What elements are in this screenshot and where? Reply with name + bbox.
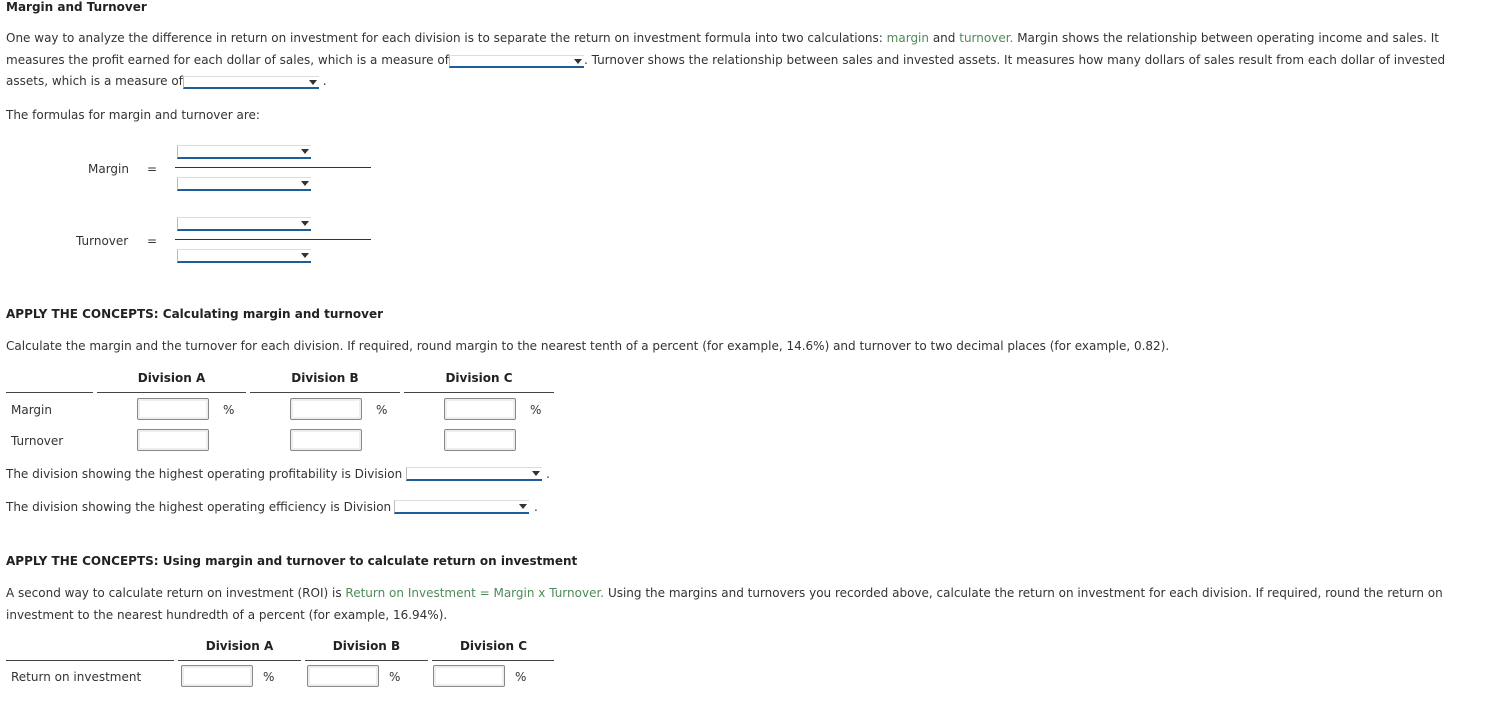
col-division-b: Division B [291,371,359,385]
turnover-input-a[interactable] [137,429,209,451]
roi-col-division-b: Division B [332,639,401,653]
section2-instr-1: A second way to calculate return on investment (ROI) is [6,586,342,600]
percent-sign: % [376,403,388,417]
chevron-down-icon [309,80,317,85]
profitability-question: The division showing the highest operating profitability is Division [6,467,403,481]
col-division-c: Division C [445,371,513,385]
turnover-input-b[interactable] [290,429,362,451]
efficiency-division-dropdown[interactable] [394,500,529,514]
intro-text-1: One way to analyze the difference in return on investment for each division is to separate the return on investment formula into two calculations: [6,31,883,45]
table-rule [6,660,174,661]
turnover-equals: = [147,234,158,248]
chevron-down-icon [301,181,309,186]
margin-denominator-dropdown[interactable] [177,177,311,191]
margin-input-c[interactable] [444,398,516,420]
table-rule [97,392,246,393]
table-rule [6,392,93,393]
period: . [546,467,550,481]
roi-input-c[interactable] [433,665,505,687]
chevron-down-icon [574,59,582,64]
turnover-measure-dropdown[interactable] [183,76,319,89]
margin-formula-label: Margin [88,162,129,176]
table-rule [178,660,301,661]
intro-period: . [322,74,327,88]
table-rule [250,392,400,393]
efficiency-question: The division showing the highest operating efficiency is Division [6,500,392,514]
period: . [534,500,538,514]
percent-sign: % [530,403,542,417]
intro-text-3: . Turnover shows the relationship between sales and invested assets. It measures how many dollars of sales result from each dollar of invested assets, which is a measure of [6,52,1446,88]
table-rule [305,660,428,661]
margin-input-a[interactable] [137,398,209,420]
col-division-a: Division A [137,371,206,385]
roi-input-a[interactable] [181,665,253,687]
turnover-numerator-dropdown[interactable] [177,217,311,231]
chevron-down-icon [532,471,540,476]
turnover-fraction-bar [175,239,371,240]
percent-sign: % [515,670,527,684]
intro-paragraph [6,28,1476,93]
margin-input-b[interactable] [290,398,362,420]
roi-col-division-a: Division A [205,639,274,653]
turnover-term: turnover. [959,31,1014,45]
roi-input-b[interactable] [307,665,379,687]
formulas-intro: The formulas for margin and turnover are: [6,108,260,122]
percent-sign: % [263,670,275,684]
row-label-turnover: Turnover [11,434,64,448]
row-label-roi: Return on investment [11,670,142,684]
chevron-down-icon [301,253,309,258]
margin-fraction-bar [175,167,371,168]
section2-instr-2: Using the margins and turnovers you recorded above, calculate the return on investment for each division. If required, round the return on investment to the nearest hundredth of a percent (for example, 16.94%). [6,586,1443,622]
table-rule [432,660,554,661]
margin-term: margin [886,31,929,45]
intro-and: and [932,31,956,45]
roi-col-division-c: Division C [459,639,528,653]
percent-sign: % [223,403,235,417]
turnover-input-c[interactable] [444,429,516,451]
page-title: Margin and Turnover [6,0,147,14]
turnover-formula-label: Turnover [76,234,129,248]
row-label-margin: Margin [11,403,52,417]
turnover-denominator-dropdown[interactable] [177,249,311,263]
chevron-down-icon [519,504,527,509]
table-rule [404,392,554,393]
intro-text-2: Margin shows the relationship between operating income and sales. It measures the profit earned for each dollar of sales, which is a measure of [6,31,1439,67]
chevron-down-icon [301,221,309,226]
profitability-division-dropdown[interactable] [406,467,542,481]
section2-instructions [6,583,1476,626]
percent-sign: % [389,670,401,684]
margin-numerator-dropdown[interactable] [177,145,311,159]
chevron-down-icon [301,149,309,154]
section1-heading: APPLY THE CONCEPTS: Calculating margin and turnover [6,307,384,321]
margin-measure-dropdown[interactable] [449,55,584,68]
margin-equals: = [147,162,158,176]
section1-instructions: Calculate the margin and the turnover for each division. If required, round margin to the nearest tenth of a percent (for example, 14.6%) and turnover to two decimal places (for example, 0.82). [6,339,1170,353]
roi-formula: Return on Investment = Margin x Turnover. [345,586,605,600]
section2-heading: APPLY THE CONCEPTS: Using margin and turnover to calculate return on investment [6,554,578,568]
